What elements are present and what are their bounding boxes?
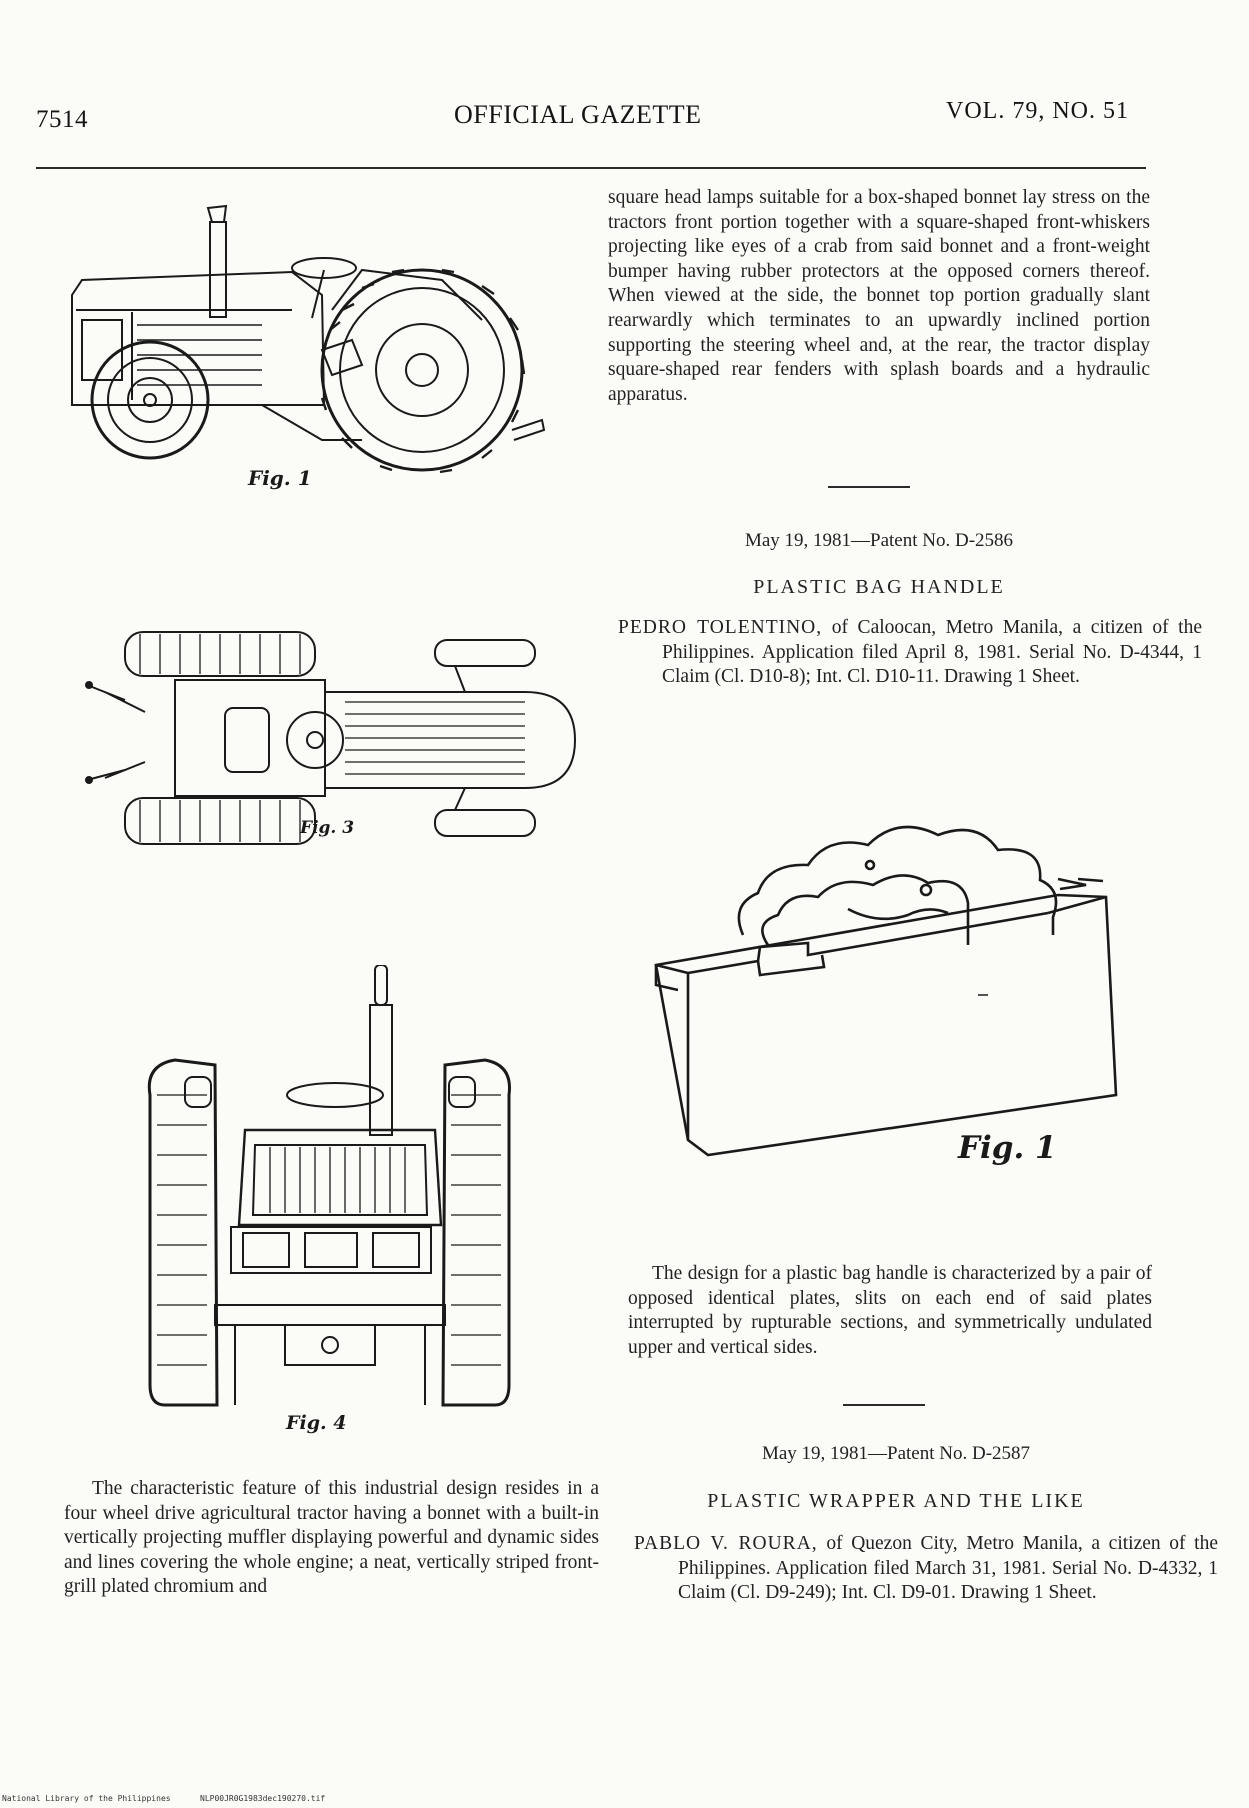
section-divider (828, 486, 910, 488)
patent-2587-inventor (634, 1532, 1218, 1606)
page-number: 7514 (36, 106, 88, 133)
tractor-front-figure-label: Fig. 4 (286, 1412, 347, 1434)
patent-2586-description (628, 1262, 1152, 1360)
footer-file: NLP00JR0G1983dec190270.tif (200, 1794, 326, 1803)
bag-handle-figure (648, 805, 1156, 1175)
patent-2587-inventor-name: PABLO V. ROURA, (634, 1533, 818, 1554)
tractor-side-figure-label: Fig. 1 (248, 466, 312, 490)
patent-2586-inventor-name: PEDRO TOLENTINO, (618, 617, 823, 638)
footer-library: National Library of the Philippines (2, 1794, 171, 1803)
patent-2587-title: PLASTIC WRAPPER AND THE LIKE (707, 1490, 1085, 1512)
patent-2586-date: May 19, 1981—Patent No. D-2586 (744, 530, 1014, 551)
patent-2587-inventor-details: of Quezon City, Metro Manila, a citizen of the Philippines. Application filed March 31, 1981. Serial No. D-4332, 1 Claim (Cl. D9-249); Int. Cl. D9-01. Drawing 1 Sheet. (678, 1533, 1219, 1604)
tractor-side-figure (62, 200, 582, 510)
patent-2587-date: May 19, 1981—Patent No. D-2587 (761, 1443, 1031, 1464)
tractor-description-right (608, 186, 1150, 407)
header-rule (36, 167, 1146, 169)
bag-handle-figure-label: Fig. 1 (958, 1130, 1057, 1166)
tractor-top-figure (85, 630, 585, 850)
tractor-front-figure (145, 965, 515, 1420)
patent-2586-title: PLASTIC BAG HANDLE (753, 576, 1005, 598)
tractor-description-left-text: The characteristic feature of this industrial design resides in a four wheel drive agricultural tractor having a bonnet with a built-in vertically projecting muffler displaying powerful and dynamic sides and lines covering the whole engine; a neat, vertically striped front-grill plated chromium and (64, 1478, 599, 1598)
tractor-description-left (64, 1477, 599, 1600)
volume-number: VOL. 79, NO. 51 (946, 98, 1129, 124)
patent-2586-inventor-details: of Caloocan, Metro Manila, a citizen of the Philippines. Application filed April 8, 1981. Serial No. D-4344, 1 Claim (Cl. D10-8); Int. Cl. D10-11. Drawing 1 Sheet. (662, 617, 1202, 688)
publication-title: OFFICIAL GAZETTE (454, 100, 702, 129)
section-divider-2 (843, 1404, 925, 1406)
patent-2586-inventor (618, 616, 1202, 690)
patent-2586-description-text: The design for a plastic bag handle is characterized by a pair of opposed identical plates, slits on each end of said plates interrupted by rupturable sections, and symmetrically undulated upper and vertical sides. (628, 1263, 1152, 1358)
tractor-description-right-text: square head lamps suitable for a box-shaped bonnet lay stress on the tractors front portion together with a square-shaped front-whiskers projecting like eyes of a crab from said bonnet and a front-weight bumper having rubber protectors at the opposed corners thereof. When viewed at the side, the bonnet top portion gradually slant rearwardly which terminates to an upwardly inclined portion supporting the steering wheel and, at the rear, the tractor display square-shaped rear fenders with splash boards and a hydraulic apparatus. (608, 187, 1150, 405)
tractor-top-figure-label: Fig. 3 (300, 818, 355, 838)
